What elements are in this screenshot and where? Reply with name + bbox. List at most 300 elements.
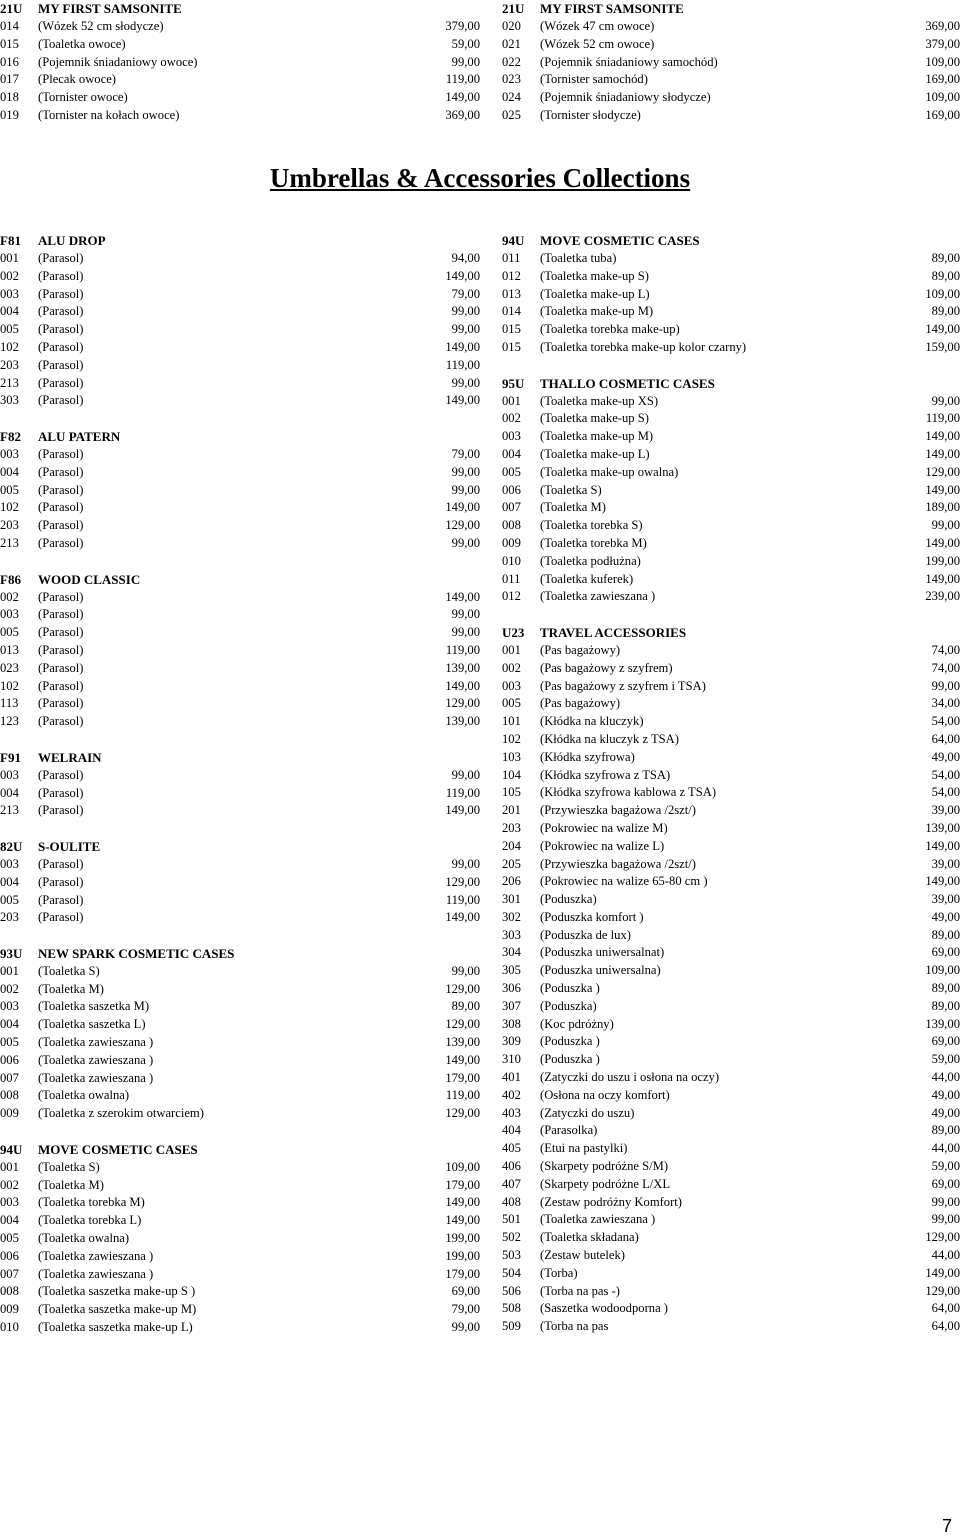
- price-row: [0, 802, 480, 820]
- price-row: [502, 1194, 960, 1212]
- item-price: 64,00: [931, 1319, 960, 1334]
- item-price: 149,00: [445, 1195, 480, 1210]
- item-code: 013: [502, 286, 521, 301]
- section-gap: [0, 731, 480, 749]
- item-code: 401: [502, 1070, 521, 1085]
- item-code: 002: [502, 660, 521, 675]
- item-code: 005: [0, 625, 19, 640]
- item-name: (Parasol): [38, 856, 84, 871]
- item-code: 403: [502, 1105, 521, 1120]
- item-price: 369,00: [925, 19, 960, 33]
- price-row: [0, 482, 480, 500]
- item-name: (Etui na pastylki): [540, 1141, 628, 1156]
- item-name: (Pojemnik śniadaniowy słodycze): [540, 90, 711, 105]
- price-row: [502, 1318, 960, 1336]
- item-code: 017: [0, 72, 19, 87]
- item-price: 99,00: [931, 518, 960, 533]
- item-name: (Toaletka saszetka M): [38, 999, 150, 1014]
- price-row: [0, 785, 480, 803]
- item-price: 99,00: [931, 1194, 960, 1209]
- item-code: 010: [502, 553, 521, 568]
- item-price: 129,00: [925, 464, 960, 479]
- item-code: 003: [0, 999, 19, 1014]
- price-row: [0, 392, 480, 410]
- item-code: 016: [0, 54, 19, 69]
- price-row: [0, 1034, 480, 1052]
- price-row: [502, 1122, 960, 1140]
- price-row: [0, 606, 480, 624]
- item-name: (Toaletka torebka make-up): [540, 322, 680, 337]
- item-name: (Toaletka torebka M): [38, 1195, 145, 1210]
- price-row: [502, 802, 960, 820]
- price-row: [502, 250, 960, 268]
- item-code: 025: [502, 107, 521, 122]
- section-header: [0, 1141, 480, 1159]
- item-name: (Toaletka make-up L): [540, 286, 650, 301]
- price-row: [502, 731, 960, 749]
- item-code: 009: [502, 535, 521, 550]
- section-gap: [0, 927, 480, 945]
- item-code: 001: [0, 1159, 19, 1174]
- item-price: 34,00: [931, 696, 960, 711]
- item-name: (Toaletka make-up XS): [540, 393, 659, 408]
- section-code: F82: [0, 428, 21, 444]
- item-price: 74,00: [931, 642, 960, 657]
- section-code: F81: [0, 233, 21, 248]
- item-code: 004: [0, 464, 19, 479]
- item-price: 69,00: [931, 1034, 960, 1049]
- item-name: (Parasol): [38, 767, 84, 782]
- item-code: 013: [0, 642, 19, 657]
- page-number: 7: [941, 1516, 952, 1536]
- item-name: (Przywieszka bagażowa /2szt/): [540, 803, 696, 818]
- item-name: (Wózek 52 cm owoce): [540, 36, 655, 51]
- item-name: (Toaletka zawieszana ): [38, 1248, 154, 1263]
- item-name: (Parasol): [38, 625, 84, 640]
- item-name: (Toaletka kuferek): [540, 571, 634, 586]
- section-code: 21U: [502, 1, 525, 16]
- price-row: [0, 998, 480, 1016]
- item-price: 149,00: [445, 678, 480, 693]
- item-code: 206: [502, 874, 521, 889]
- item-code: 304: [502, 945, 521, 960]
- item-name: (Toaletka zawieszana ): [38, 1052, 154, 1067]
- item-name: (Saszetka wodoodporna ): [540, 1301, 668, 1316]
- price-row: [0, 1087, 480, 1105]
- item-code: 008: [0, 1284, 19, 1299]
- price-row: [502, 71, 960, 89]
- item-name: (Pas bagażowy z szyfrem): [540, 660, 673, 675]
- price-row: [502, 873, 960, 891]
- item-name: (Toaletka torebka S): [540, 518, 643, 533]
- item-name: (Toaletka zawieszana ): [38, 1266, 154, 1281]
- section-code: 93U: [0, 945, 23, 961]
- item-code: 003: [0, 856, 19, 871]
- price-row: [0, 18, 480, 36]
- item-price: 79,00: [451, 446, 480, 461]
- item-name: (Pas bagażowy): [540, 696, 621, 711]
- item-price: 99,00: [931, 393, 960, 408]
- price-row: [502, 1176, 960, 1194]
- item-code: 102: [0, 500, 19, 515]
- top-left-section: [0, 0, 480, 124]
- item-code: 004: [502, 446, 521, 461]
- item-price: 119,00: [445, 892, 480, 907]
- price-row: [502, 535, 960, 553]
- item-code: 008: [502, 518, 521, 533]
- item-price: 99,00: [451, 464, 480, 479]
- price-row: [502, 998, 960, 1016]
- item-code: 307: [502, 998, 521, 1013]
- price-row: [0, 678, 480, 696]
- price-row: [502, 944, 960, 962]
- item-code: 205: [502, 856, 521, 871]
- item-code: 102: [0, 339, 19, 354]
- item-price: 89,00: [931, 927, 960, 942]
- item-code: 306: [502, 981, 521, 996]
- price-row: [502, 36, 960, 54]
- price-row: [502, 446, 960, 464]
- item-code: 104: [502, 767, 521, 782]
- price-row: [0, 499, 480, 517]
- item-name: (Parasol): [38, 393, 84, 408]
- item-price: 189,00: [925, 500, 960, 515]
- price-row: [0, 1194, 480, 1212]
- item-code: 203: [0, 518, 19, 533]
- item-name: (Parasol): [38, 500, 84, 515]
- item-code: 003: [0, 1195, 19, 1210]
- right-column: [502, 232, 960, 1336]
- price-row: [0, 1177, 480, 1195]
- item-code: 001: [502, 642, 521, 657]
- item-price: 149,00: [445, 803, 480, 818]
- item-code: 005: [0, 322, 19, 337]
- item-name: (Toaletka saszetka make-up M): [38, 1302, 197, 1317]
- item-name: (Poduszka uniwersalna): [540, 963, 661, 978]
- section-code: 94U: [502, 233, 525, 248]
- item-code: 002: [0, 589, 19, 604]
- item-code: 001: [502, 393, 521, 408]
- item-code: 407: [502, 1176, 521, 1191]
- item-name: (Tornister owoce): [38, 90, 128, 105]
- item-code: 005: [502, 464, 521, 479]
- item-name: (Toaletka M): [38, 981, 104, 996]
- price-row: [502, 1105, 960, 1123]
- page-title: Umbrellas & Accessories Collections: [269, 163, 691, 193]
- item-code: 006: [0, 1052, 19, 1067]
- item-price: 149,00: [445, 1052, 480, 1067]
- item-price: 129,00: [445, 1017, 480, 1032]
- item-code: 123: [0, 714, 19, 729]
- top-right-section: [502, 0, 960, 124]
- item-name: (Parasol): [38, 322, 84, 337]
- item-name: (Parasol): [38, 892, 84, 907]
- item-code: 006: [0, 1248, 19, 1263]
- item-code: 103: [502, 749, 521, 764]
- item-price: 149,00: [925, 482, 960, 497]
- price-row: [0, 1319, 480, 1337]
- price-row: [502, 588, 960, 606]
- item-code: 101: [502, 714, 521, 729]
- item-code: 005: [0, 482, 19, 497]
- price-row: [0, 1230, 480, 1248]
- item-code: 105: [502, 785, 521, 800]
- item-code: 508: [502, 1301, 521, 1316]
- item-price: 64,00: [931, 1301, 960, 1316]
- section-gap: [0, 553, 480, 571]
- item-code: 022: [502, 54, 521, 69]
- item-code: 001: [0, 251, 19, 265]
- item-code: 018: [0, 90, 19, 105]
- price-row: [502, 678, 960, 696]
- price-row: [502, 1033, 960, 1051]
- item-name: (Zestaw butelek): [540, 1248, 625, 1263]
- price-row: [502, 838, 960, 856]
- item-price: 49,00: [931, 909, 960, 924]
- item-price: 179,00: [445, 1266, 480, 1281]
- section-title: WELRAIN: [38, 749, 102, 765]
- price-row: [0, 1266, 480, 1284]
- item-name: (Pokrowiec na walize M): [540, 820, 668, 835]
- price-row: [502, 428, 960, 446]
- item-price: 109,00: [925, 286, 960, 301]
- item-code: 007: [502, 500, 521, 515]
- section-title: MY FIRST SAMSONITE: [38, 1, 182, 16]
- item-name: (Parasol): [38, 910, 84, 925]
- price-row: [502, 1016, 960, 1034]
- item-name: (Kłódka na kluczyk z TSA): [540, 731, 679, 746]
- item-code: 001: [0, 963, 19, 978]
- item-price: 179,00: [445, 1070, 480, 1085]
- item-price: 59,00: [451, 36, 480, 51]
- item-name: (Poduszka ): [540, 1034, 600, 1049]
- item-price: 74,00: [931, 660, 960, 675]
- price-row: [0, 695, 480, 713]
- item-price: 149,00: [445, 393, 480, 408]
- item-name: (Parasol): [38, 678, 84, 693]
- price-row: [0, 909, 480, 927]
- item-code: 015: [502, 322, 521, 337]
- item-price: 129,00: [925, 1283, 960, 1298]
- price-row: [0, 446, 480, 464]
- item-price: 99,00: [451, 963, 480, 978]
- section-code: 82U: [0, 838, 23, 854]
- item-price: 99,00: [451, 54, 480, 69]
- item-code: 213: [0, 803, 19, 818]
- item-code: 011: [502, 571, 521, 586]
- price-row: [502, 962, 960, 980]
- item-price: 139,00: [925, 1016, 960, 1031]
- item-code: 503: [502, 1248, 521, 1263]
- item-code: 024: [502, 90, 521, 105]
- item-code: 020: [502, 19, 521, 33]
- item-price: 149,00: [445, 90, 480, 105]
- item-code: 213: [0, 375, 19, 390]
- price-row: [0, 963, 480, 981]
- item-name: (Toaletka owalna): [38, 1231, 130, 1246]
- item-price: 89,00: [931, 998, 960, 1013]
- price-row: [0, 1016, 480, 1034]
- price-row: [502, 642, 960, 660]
- item-price: 129,00: [445, 518, 480, 533]
- item-price: 79,00: [451, 286, 480, 301]
- item-price: 89,00: [931, 268, 960, 283]
- item-price: 99,00: [451, 625, 480, 640]
- item-code: 003: [0, 286, 19, 301]
- section-title: ALU DROP: [38, 233, 106, 248]
- price-row: [502, 18, 960, 36]
- section-header: [0, 232, 480, 250]
- item-name: (Toaletka tuba): [540, 251, 617, 265]
- item-price: 119,00: [925, 411, 960, 426]
- price-row: [502, 1229, 960, 1247]
- item-price: 149,00: [445, 268, 480, 283]
- item-price: 54,00: [931, 767, 960, 782]
- price-row: [0, 1070, 480, 1088]
- item-price: 139,00: [445, 714, 480, 729]
- item-price: 149,00: [925, 571, 960, 586]
- item-name: (Toaletka make-up L): [540, 446, 650, 461]
- item-name: (Toaletka podłużna): [540, 553, 641, 568]
- item-price: 179,00: [445, 1177, 480, 1192]
- item-name: (Poduszka uniwersalnat): [540, 945, 665, 960]
- item-name: (Toaletka zawieszana ): [540, 1212, 656, 1227]
- item-code: 303: [502, 927, 521, 942]
- item-price: 199,00: [445, 1248, 480, 1263]
- section-gap: [502, 606, 960, 624]
- item-name: (Parasol): [38, 714, 84, 729]
- section-title: MOVE COSMETIC CASES: [540, 233, 700, 248]
- item-price: 99,00: [451, 322, 480, 337]
- item-price: 69,00: [931, 1176, 960, 1191]
- price-row: [502, 1265, 960, 1283]
- item-name: (Toaletka torebka make-up kolor czarny): [540, 339, 747, 354]
- item-price: 139,00: [445, 660, 480, 675]
- item-price: 379,00: [925, 36, 960, 51]
- item-price: 199,00: [445, 1231, 480, 1246]
- item-price: 149,00: [925, 1265, 960, 1280]
- item-code: 309: [502, 1034, 521, 1049]
- price-row: [502, 980, 960, 998]
- price-row: [502, 1158, 960, 1176]
- price-row: [0, 642, 480, 660]
- price-row: [0, 589, 480, 607]
- item-name: (Tornister na kołach owoce): [38, 107, 180, 122]
- item-name: (Parasol): [38, 251, 84, 265]
- section-title: WOOD CLASSIC: [38, 571, 141, 587]
- item-code: 012: [502, 268, 521, 283]
- item-code: 102: [502, 731, 521, 746]
- price-row: [502, 482, 960, 500]
- price-row: [0, 54, 480, 72]
- item-price: 379,00: [445, 19, 480, 33]
- price-row: [502, 54, 960, 72]
- item-code: 021: [502, 36, 521, 51]
- item-name: (Toaletka make-up M): [540, 429, 654, 444]
- item-code: 005: [0, 1231, 19, 1246]
- item-name: (Poduszka ): [540, 981, 600, 996]
- price-row: [502, 286, 960, 304]
- item-name: (Parasol): [38, 446, 84, 461]
- section-gap: [0, 1123, 480, 1141]
- price-row: [0, 89, 480, 107]
- price-row: [0, 517, 480, 535]
- item-price: 169,00: [925, 72, 960, 87]
- item-code: 007: [0, 1266, 19, 1281]
- item-code: 014: [0, 19, 19, 33]
- item-name: (Kłódka szyfrowa z TSA): [540, 767, 671, 782]
- item-name: (Toaletka torebka L): [38, 1213, 142, 1228]
- price-row: [0, 268, 480, 286]
- item-code: 308: [502, 1016, 521, 1031]
- item-code: 003: [0, 767, 19, 782]
- item-price: 149,00: [925, 535, 960, 550]
- item-code: 002: [502, 411, 521, 426]
- price-row: [0, 286, 480, 304]
- item-name: (Parasol): [38, 803, 84, 818]
- item-code: 303: [0, 393, 19, 408]
- price-row: [502, 695, 960, 713]
- item-price: 39,00: [931, 803, 960, 818]
- item-price: 89,00: [931, 981, 960, 996]
- item-name: (Pokrowiec na walize L): [540, 838, 665, 853]
- item-code: 102: [0, 678, 19, 693]
- item-name: (Parasolka): [540, 1123, 598, 1138]
- item-code: 301: [502, 892, 521, 907]
- item-price: 99,00: [931, 1212, 960, 1227]
- item-name: (Toaletka saszetka make-up L): [38, 1320, 193, 1335]
- section-gap: [502, 357, 960, 375]
- item-price: 119,00: [445, 72, 480, 87]
- price-row: [0, 1248, 480, 1266]
- item-code: 003: [502, 678, 521, 693]
- item-name: (Poduszka): [540, 892, 597, 907]
- item-price: 99,00: [931, 678, 960, 693]
- item-code: 305: [502, 963, 521, 978]
- price-row: [0, 892, 480, 910]
- item-name: (Poduszka komfort ): [540, 909, 644, 924]
- item-name: (Osłona na oczy komfort): [540, 1087, 670, 1102]
- price-row: [502, 339, 960, 357]
- item-code: 004: [0, 1017, 19, 1032]
- item-price: 129,00: [925, 1230, 960, 1245]
- item-name: (Toaletka składana): [540, 1230, 639, 1245]
- item-code: 002: [0, 981, 19, 996]
- item-name: (Parasol): [38, 607, 84, 622]
- price-row: [0, 713, 480, 731]
- item-code: 005: [0, 1035, 19, 1050]
- section-header: [502, 232, 960, 250]
- price-row: [502, 1283, 960, 1301]
- item-code: 012: [502, 589, 521, 604]
- item-price: 39,00: [931, 856, 960, 871]
- item-code: 213: [0, 535, 19, 550]
- item-price: 119,00: [445, 1088, 480, 1103]
- item-name: (Parasol): [38, 268, 84, 283]
- price-row: [502, 571, 960, 589]
- item-price: 149,00: [445, 339, 480, 354]
- item-code: 404: [502, 1123, 521, 1138]
- item-price: 159,00: [925, 339, 960, 354]
- item-name: (Toaletka make-up S): [540, 268, 649, 283]
- item-name: (Toaletka owoce): [38, 36, 126, 51]
- item-code: 002: [0, 268, 19, 283]
- item-price: 64,00: [931, 731, 960, 746]
- price-row: [0, 1105, 480, 1123]
- price-row: [502, 660, 960, 678]
- section-header: [0, 838, 480, 856]
- item-price: 89,00: [931, 251, 960, 265]
